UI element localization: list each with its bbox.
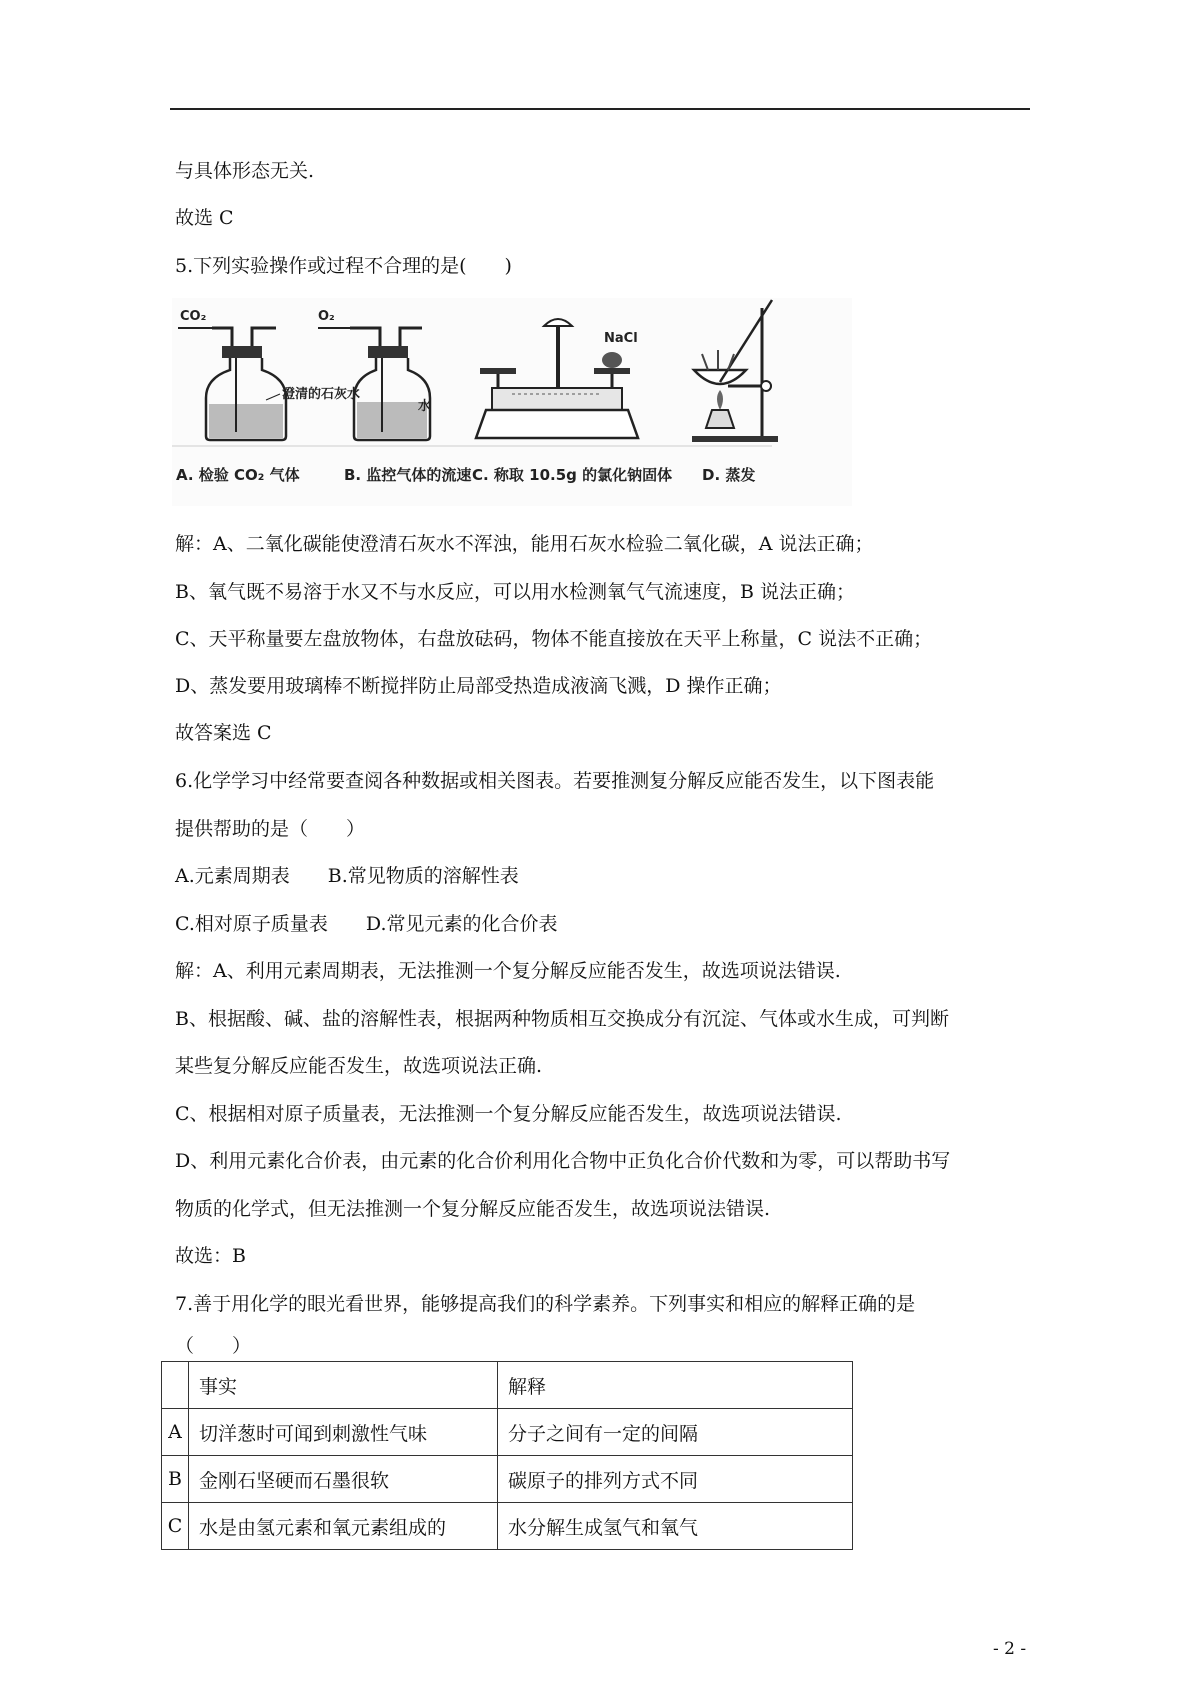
caption-d: D. 蒸发	[702, 466, 756, 484]
row-explain: 水分解生成氢气和氧气	[498, 1503, 853, 1550]
table-row	[162, 1456, 853, 1503]
header-fact: 事实	[189, 1362, 498, 1409]
text-line: 物质的化学式，但无法推测一个复分解反应能否发生，故选项说法错误.	[175, 1198, 771, 1220]
experiment-figure	[172, 298, 852, 506]
text-line: B、根据酸、碱、盐的溶解性表，根据两种物质相互交换成分有沉淀、气体或水生成，可判断	[175, 1008, 949, 1030]
text-line: D、利用元素化合价表，由元素的化合价利用化合物中正负化合价代数和为零，可以帮助书写	[175, 1150, 951, 1172]
answer-6: 故选：B	[175, 1245, 246, 1267]
text-line: 与具体形态无关.	[175, 160, 315, 182]
row-fact: 金刚石坚硬而石墨很软	[189, 1456, 498, 1503]
row-fact: 水是由氢元素和氧元素组成的	[189, 1503, 498, 1550]
row-key: C	[162, 1503, 189, 1550]
answer-5: 故答案选 C	[175, 722, 272, 744]
options-line: A.元素周期表 B.常见物质的溶解性表	[175, 865, 519, 887]
facts-table	[161, 1361, 853, 1550]
header-rule	[170, 108, 1030, 110]
question-6: 6.化学学习中经常要查阅各种数据或相关图表。若要推测复分解反应能否发生，以下图表能	[175, 770, 935, 792]
table-header-row	[162, 1362, 853, 1409]
text-line: B、氧气既不易溶于水又不与水反应，可以用水检测氧气气流速度，B 说法正确；	[175, 581, 855, 603]
row-key: A	[162, 1409, 189, 1456]
caption-b: B. 监控气体的流速	[344, 466, 472, 484]
question-5: 5.下列实验操作或过程不合理的是( )	[175, 255, 512, 277]
text-line: 某些复分解反应能否发生，故选项说法正确.	[175, 1055, 543, 1077]
text-line: 解：A、利用元素周期表，无法推测一个复分解反应能否发生，故选项说法错误.	[175, 960, 841, 982]
nacl-label: NaCl	[604, 331, 638, 346]
text-line: D、蒸发要用玻璃棒不断搅拌防止局部受热造成液滴飞溅，D 操作正确；	[175, 675, 782, 697]
row-fact: 切洋葱时可闻到刺激性气味	[189, 1409, 498, 1456]
text-line: C、天平称量要左盘放物体，右盘放砝码，物体不能直接放在天平上称量，C 说法不正确；	[175, 628, 933, 650]
table-row	[162, 1409, 853, 1456]
question-7: 7.善于用化学的眼光看世界，能够提高我们的科学素养。下列事实和相应的解释正确的是	[175, 1293, 916, 1315]
text-line: 提供帮助的是（ ）	[175, 818, 366, 840]
row-explain: 分子之间有一定的间隔	[498, 1409, 853, 1456]
row-key: B	[162, 1456, 189, 1503]
caption-a: A. 检验 CO₂ 气体	[176, 466, 300, 484]
caption-c: C. 称取 10.5g 的氯化钠固体	[472, 466, 673, 484]
water-label: 水	[418, 399, 432, 414]
text-line: 故选 C	[175, 207, 234, 229]
gas-co2-label: CO₂	[180, 309, 207, 324]
text-line: 解：A、二氧化碳能使澄清石灰水不浑浊，能用石灰水检验二氧化碳，A 说法正确；	[175, 533, 874, 555]
limewater-label: 澄清的石灰水	[282, 387, 361, 402]
table-row	[162, 1503, 853, 1550]
page-number: - 2 -	[993, 1639, 1027, 1659]
text-line: C、根据相对原子质量表，无法推测一个复分解反应能否发生，故选项说法错误.	[175, 1103, 842, 1125]
row-explain: 碳原子的排列方式不同	[498, 1456, 853, 1503]
header-explain: 解释	[498, 1362, 853, 1409]
table-cell	[162, 1362, 189, 1409]
text-line: （ ）	[175, 1335, 252, 1357]
options-line: C.相对原子质量表 D.常见元素的化合价表	[175, 913, 558, 935]
gas-o2-label: O₂	[318, 309, 335, 324]
